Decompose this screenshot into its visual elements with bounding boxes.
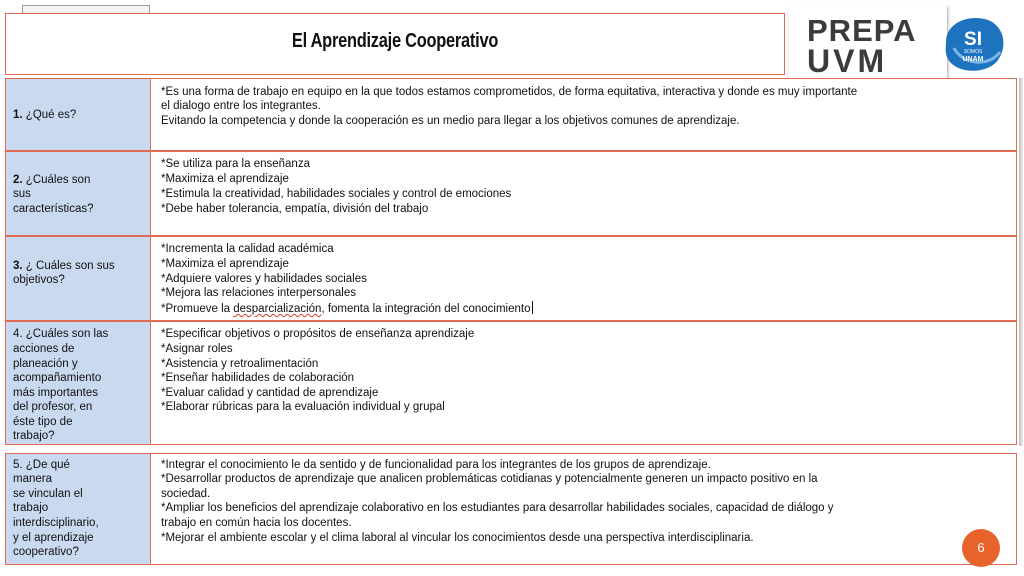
question-label: manera [13,473,52,485]
question-label: éste tipo de [13,416,73,428]
question-cell [6,79,151,150]
svg-text:SOMOS: SOMOS [963,49,983,55]
answer-line: *Maximiza el aprendizaje [161,173,289,185]
table-row-vinculacion [5,453,1017,565]
question-label: 5. ¿De qué [13,459,70,471]
spellcheck-squiggle: desparcialización [233,303,322,315]
answer-cell [151,237,1016,320]
answer-line: sociedad. [161,488,211,500]
question-label: acciones de [13,343,75,355]
question-label: 2. ¿Cuáles son [13,174,91,186]
answer-line: *Asistencia y retroalimentación [161,358,319,370]
answer-line: *Maximiza el aprendizaje [161,258,289,270]
answer-line: *Especificar objetivos o propósitos de enseñanza aprendizaje [161,328,475,340]
answer-line: *Desarrollar productos de aprendizaje que analicen problemáticas cotidianas y potencialmente generen un impacto positivo en la [161,473,818,485]
question-label: 3. ¿ Cuáles son sus [13,260,115,272]
answer-line: *Mejorar el ambiente escolar y el clima laboral al vincular los conocimientos desde una perspectiva interdisciplinaria. [161,532,754,544]
svg-text:SI: SI [964,29,982,50]
question-label: 4. ¿Cuáles son las [13,328,109,340]
answer-line: *Adquiere valores y habilidades sociales [161,273,367,285]
answer-line: *Incrementa la calidad académica [161,243,334,255]
question-label: acompañamiento [13,372,102,384]
title-box [5,13,785,75]
question-label: trabajo? [13,430,55,442]
answer-line: Evitando la competencia y donde la cooperación es un medio para llegar a los objetivos comunes de aprendizaje. [161,115,740,127]
answer-line: *Se utiliza para la enseñanza [161,158,310,170]
text-cursor [532,301,533,314]
svg-text:UNAM: UNAM [962,56,984,63]
question-cell [6,152,151,235]
question-label: sus [13,188,31,200]
question-label: trabajo [13,502,49,514]
question-label: objetivos? [13,274,65,286]
answer-line-editing[interactable] [161,301,533,317]
answer-line: el dialogo entre los integrantes. [161,100,321,112]
answer-line: *Integrar el conocimiento le da sentido y de funcionalidad para los integrantes de los grupos de aprendizaje. [161,459,711,471]
answer-cell [151,454,1016,564]
question-label: 1. ¿Qué es? [13,109,77,121]
question-label: planeación y [13,358,78,370]
answer-line: *Asignar roles [161,343,233,355]
answer-line: trabajo en común hacia los docentes. [161,517,352,529]
table-row-acciones [5,321,1017,445]
answer-line: *Debe haber tolerancia, empatía, división del trabajo [161,203,429,215]
answer-line: *Estimula la creatividad, habilidades sociales y control de emociones [161,188,512,200]
answer-cell [151,79,1016,150]
si-somos-unam-badge-icon [940,12,1010,76]
answer-line: *Enseñar habilidades de colaboración [161,372,355,384]
page-title: El Aprendizaje Cooperativo [291,30,499,52]
logo-prepa-text: PREPA [807,13,917,48]
question-cell [6,237,151,320]
answer-cell [151,152,1016,235]
prepa-uvm-logo [789,5,947,82]
question-label: cooperativo? [13,546,79,558]
answer-text: *Promueve la desparcialización, fomenta la integración del conocimiento [161,303,531,315]
logo-uvm-text: UVM [807,43,888,79]
question-label: se vinculan el [13,488,83,500]
page-number-badge: 6 [962,529,1000,567]
question-label: características? [13,203,94,215]
table-row-que-es [5,78,1017,151]
question-label: interdisciplinario, [13,517,99,529]
answer-line: *Evaluar calidad y cantidad de aprendizaje [161,387,379,399]
answer-line: *Ampliar los beneficios del aprendizaje colaborativo en los estudiantes para desarrollar habilidades sociales, capacidad de diálogo y [161,502,834,514]
answer-line: *Es una forma de trabajo en equipo en la que todos estamos comprometidos, de forma equitativa, interactiva y donde es muy importante [161,86,858,98]
question-label: del profesor, en [13,401,93,413]
question-label: más importantes [13,387,99,399]
table-row-objetivos [5,236,1017,321]
question-cell [6,322,151,444]
question-label: y el aprendizaje [13,532,94,544]
question-cell [6,454,151,564]
answer-cell [151,322,1016,444]
table-row-caracteristicas [5,151,1017,236]
answer-line: *Mejora las relaciones interpersonales [161,287,356,299]
answer-line: *Elaborar rúbricas para la evaluación individual y grupal [161,401,445,413]
table-shadow [1019,78,1023,446]
